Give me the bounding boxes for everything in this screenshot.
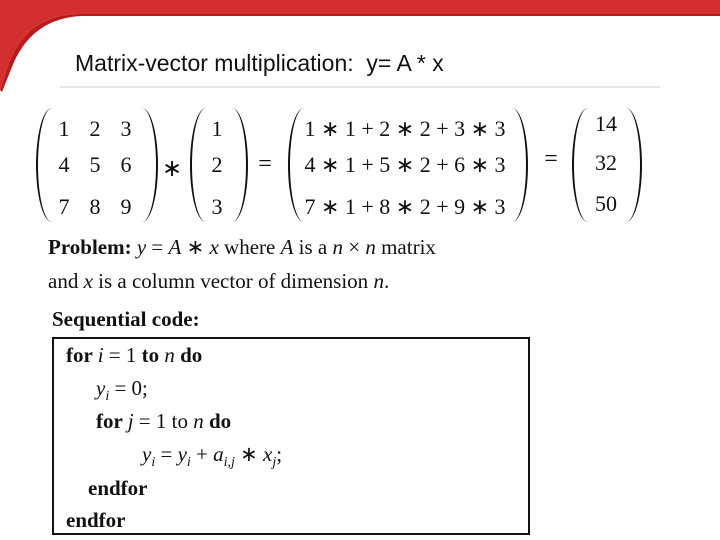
var-n: n <box>365 235 376 259</box>
code-line-for-j <box>96 409 231 434</box>
var-x: x <box>209 235 219 259</box>
keyword: do <box>174 343 203 367</box>
var-y: y <box>177 442 187 466</box>
equals-operator-2: = <box>544 146 558 172</box>
problem-text: ∗ <box>181 235 210 259</box>
vector-x-cell: 1 <box>211 116 223 141</box>
var-x: x <box>263 442 273 466</box>
matrix-a-cell: 8 <box>89 194 101 219</box>
vector-x-cell: 2 <box>211 152 223 177</box>
problem-text: is a <box>293 235 333 259</box>
subscript: j <box>272 455 277 471</box>
page-title: Matrix-vector multiplication: y= A * x <box>75 50 444 76</box>
var-i: i <box>97 343 104 367</box>
var-y: y <box>142 442 152 466</box>
var-x: x <box>83 269 93 293</box>
problem-text: × <box>343 235 366 259</box>
matrix-a-cell: 9 <box>120 194 132 219</box>
matrix-a-cell: 4 <box>58 152 70 177</box>
code-line-init <box>96 376 148 405</box>
code-text: ; <box>276 442 283 466</box>
equals-operator: = <box>258 151 272 177</box>
problem-text: is a column vector of dimension <box>92 269 374 293</box>
var-j: j <box>127 409 134 433</box>
problem-text: matrix <box>375 235 436 259</box>
var-y: y <box>96 376 106 400</box>
code-text: = <box>155 442 178 466</box>
matrix-a-cell: 7 <box>58 194 70 219</box>
multiply-operator: ∗ <box>161 156 183 182</box>
keyword: for <box>96 409 128 433</box>
var-a: A <box>280 235 294 259</box>
var-a: A <box>168 235 182 259</box>
problem-line-2 <box>48 269 389 294</box>
problem-text: where <box>218 235 281 259</box>
subscript: i,j <box>223 455 235 471</box>
matrix-a-cell: 2 <box>89 116 101 141</box>
code-text: + <box>190 442 214 466</box>
var-n: n <box>164 343 175 367</box>
matrix-a-cell: 6 <box>120 152 132 177</box>
code-line-endfor-inner: endfor <box>88 476 148 500</box>
keyword: to <box>141 343 165 367</box>
subscript: i <box>105 389 110 405</box>
result-cell: 32 <box>595 150 617 175</box>
keyword: for <box>66 343 98 367</box>
subscript: i <box>186 455 191 471</box>
problem-label: Problem: <box>48 235 132 259</box>
expanded-row: 1 ∗ 1 + 2 ∗ 2 + 3 ∗ 3 <box>304 116 506 141</box>
code-heading: Sequential code: <box>52 307 200 331</box>
code-box <box>52 337 530 535</box>
var-n: n <box>332 235 343 259</box>
subscript: i <box>151 455 156 471</box>
problem-line-1 <box>48 235 436 260</box>
problem-text: and <box>48 269 84 293</box>
keyword: do <box>203 409 232 433</box>
matrix-a-cell: 1 <box>58 116 70 141</box>
code-text: ∗ <box>234 442 264 466</box>
expanded-row: 4 ∗ 1 + 5 ∗ 2 + 6 ∗ 3 <box>304 152 506 177</box>
code-text: = 0; <box>109 376 148 400</box>
problem-text: = <box>146 235 169 259</box>
problem-text: . <box>383 269 390 293</box>
result-cell: 14 <box>595 111 617 136</box>
var-n: n <box>373 269 384 293</box>
title-divider <box>60 86 660 88</box>
matrix-a-cell: 5 <box>89 152 101 177</box>
code-text: = 1 <box>103 343 142 367</box>
code-line-endfor-outer: endfor <box>66 508 126 532</box>
vector-x-cell: 3 <box>211 194 223 219</box>
var-a: a <box>213 442 224 466</box>
code-line-for-i <box>66 343 202 368</box>
var-n: n <box>193 409 204 433</box>
matrix-a-cell: 3 <box>120 116 132 141</box>
code-line-accumulate <box>142 442 282 471</box>
code-text: = 1 to <box>133 409 194 433</box>
expanded-row: 7 ∗ 1 + 8 ∗ 2 + 9 ∗ 3 <box>304 194 506 219</box>
var-y: y <box>136 235 147 259</box>
result-cell: 50 <box>595 191 617 216</box>
